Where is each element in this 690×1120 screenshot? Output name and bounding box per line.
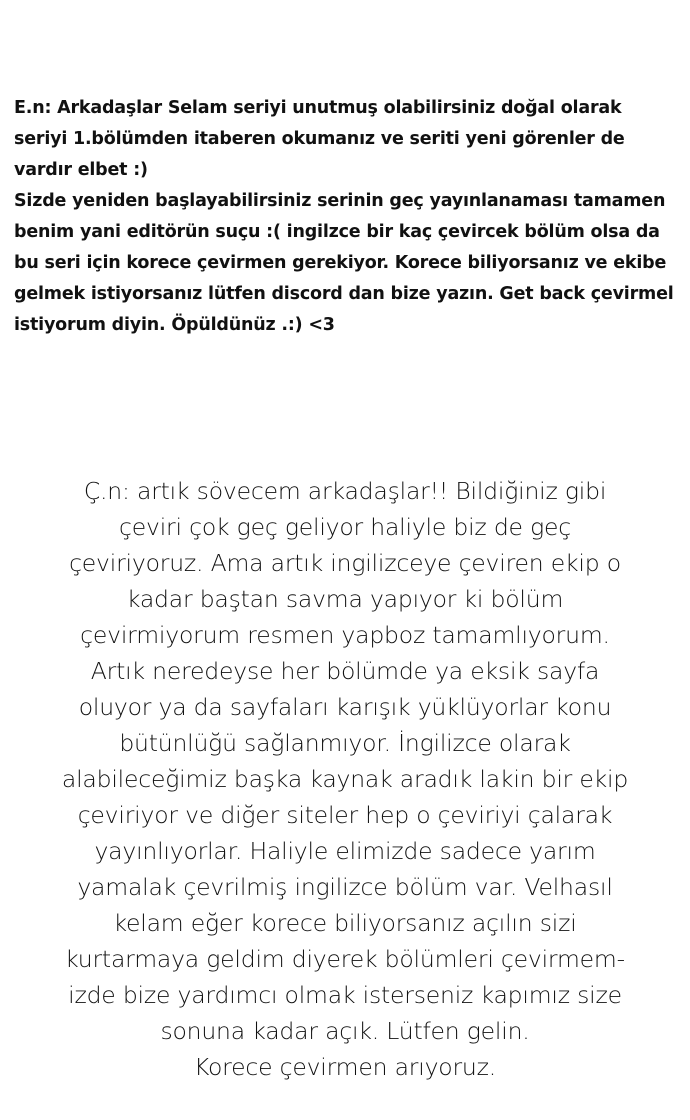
translator-note-line: çeviriyor ve diğer siteler hep o çeviriyi çalarak — [77, 801, 613, 829]
translator-note-line: sonuna kadar açık. Lütfen gelin. — [160, 1017, 530, 1045]
translator-note-line: oluyor ya da sayfaları karışık yüklüyorlar konu — [78, 693, 612, 721]
translator-note-line: izde bize yardımcı olmak isterseniz kapımız size — [68, 981, 622, 1009]
editor-note-line: vardır elbet :) — [14, 160, 148, 180]
translator-note-line: alabileceğimiz başka kaynak aradık lakin bir ekip — [61, 765, 629, 793]
editor-note-line: gelmek istiyorsanız lütfen discord dan bize yazın. Get back çevirmel — [14, 284, 674, 304]
editor-note-line: seriyi 1.bölümden itaberen okumanız ve seriti yeni görenler de — [14, 129, 625, 149]
translator-note-line: kelam eğer korece biliyorsanız açılın sizi — [113, 909, 577, 937]
translator-note-line: Korece çevirmen arıyoruz. — [193, 1053, 497, 1081]
translator-note-line: çevirmiyorum resmen yapboz tamamlıyorum. — [80, 621, 610, 649]
editor-note-line: E.n: Arkadaşlar Selam seriyi unutmuş olabilirsiniz doğal olarak — [14, 98, 622, 118]
translator-note-line: Ç.n: artık sövecem arkadaşlar!! Bildiğiniz gibi — [83, 477, 607, 505]
translator-note-line: bütünlüğü sağlanmıyor. İngilizce olarak — [119, 729, 571, 757]
editor-note-line: benim yani editörün suçu :( ingilzce bir kaç çevircek bölüm olsa da — [14, 222, 660, 242]
translator-note-line: yamalak çevrilmiş ingilizce bölüm var. Velhasıl — [77, 873, 613, 901]
translator-note-line: çeviri çok geç geliyor haliyle biz de geç — [119, 513, 571, 541]
editor-note-line: istiyorum diyin. Öpüldünüz .:) <3 — [14, 315, 335, 335]
translator-note-line: yayınlıyorlar. Haliyle elimizde sadece yarım — [94, 837, 596, 865]
translator-note-line: çeviriyoruz. Ama artık ingilizceye çeviren ekip o — [69, 549, 621, 577]
editor-note-line: Sizde yeniden başlayabilirsiniz serinin geç yayınlanaması tamamen — [14, 191, 666, 211]
translator-note-line: Artık neredeyse her bölümde ya eksik sayfa — [90, 657, 600, 685]
translator-note-line: kadar baştan savma yapıyor ki bölüm — [126, 585, 564, 613]
translator-note-line: kurtarmaya geldim diyerek bölümleri çevirmem- — [65, 945, 625, 973]
editor-note-line: bu seri için korece çevirmen gerekiyor. Korece biliyorsanız ve ekibe — [14, 253, 667, 273]
